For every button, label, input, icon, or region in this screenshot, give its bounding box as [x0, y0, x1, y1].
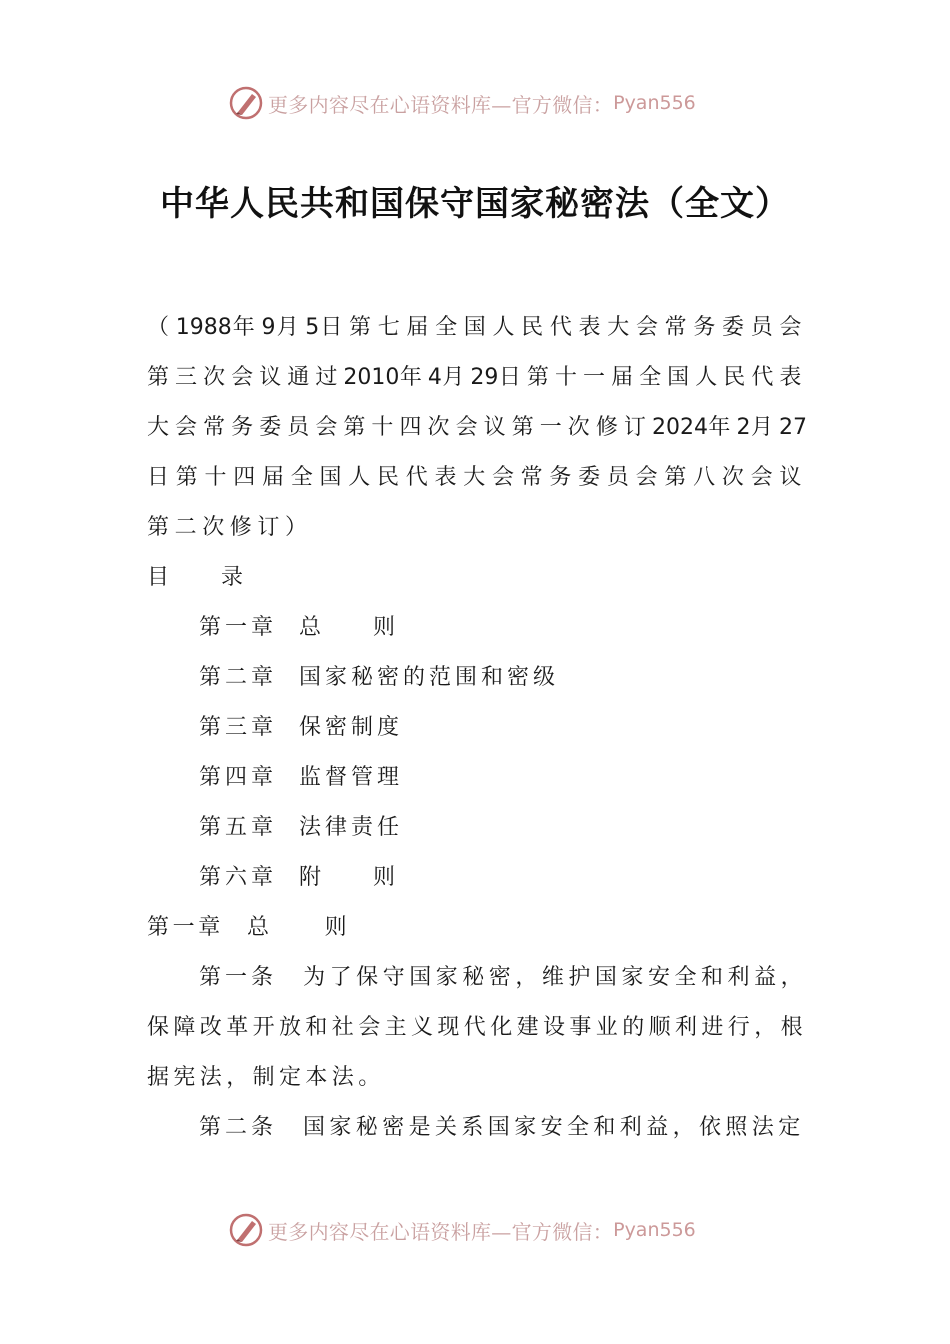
- article-2: [147, 1103, 807, 1153]
- toc-item: 第四章 监督管理: [199, 765, 404, 790]
- toc-item: 第二章 国家秘密的范围和密级: [199, 665, 560, 690]
- document-body: [147, 303, 807, 1153]
- toc-item: 第一章 总 则: [199, 615, 396, 640]
- chapter-heading: 第一章 总 则: [147, 915, 351, 940]
- watermark-top: [228, 85, 696, 121]
- enactment-note: （1988年9月5日第七届全国人民代表大会常务委员会第三次会议通过2010年4月29日第十一届全国人民代表大会常务委员会第十四次会议第一次修订2024年2月27日第十四届全国人民代表大会常务委员会第八次会议第二次修订）: [147, 315, 807, 540]
- watermark-wechat-id: Pyan556: [613, 1219, 696, 1241]
- pen-logo-icon: [228, 85, 264, 121]
- article-label: 第一条: [199, 965, 278, 990]
- toc-item: 第五章 法律责任: [199, 815, 404, 840]
- document-title: 中华人民共和国保守国家秘密法（全文）: [160, 184, 790, 224]
- watermark-wechat-id: Pyan556: [613, 92, 696, 114]
- article-label: 第二条: [199, 1115, 278, 1140]
- pen-logo-icon: [228, 1212, 264, 1248]
- watermark-text: 更多内容尽在心语资料库—官方微信：: [268, 1219, 614, 1244]
- toc-item: 第三章 保密制度: [199, 715, 404, 740]
- article-text: 为了保守国家秘密，维护国家安全和利益，保障改革开放和社会主义现代化建设事业的顺利进行，根据宪法，制定本法。: [147, 965, 808, 1090]
- watermark-text: 更多内容尽在心语资料库—官方微信：: [268, 92, 614, 117]
- toc-item: 第六章 附 则: [199, 865, 396, 890]
- watermark-bottom: [228, 1212, 696, 1248]
- toc-heading: 目 录: [147, 565, 244, 590]
- article-text: 国家秘密是关系国家安全和利益，依照法定: [303, 1115, 805, 1140]
- article-1: [147, 953, 807, 1103]
